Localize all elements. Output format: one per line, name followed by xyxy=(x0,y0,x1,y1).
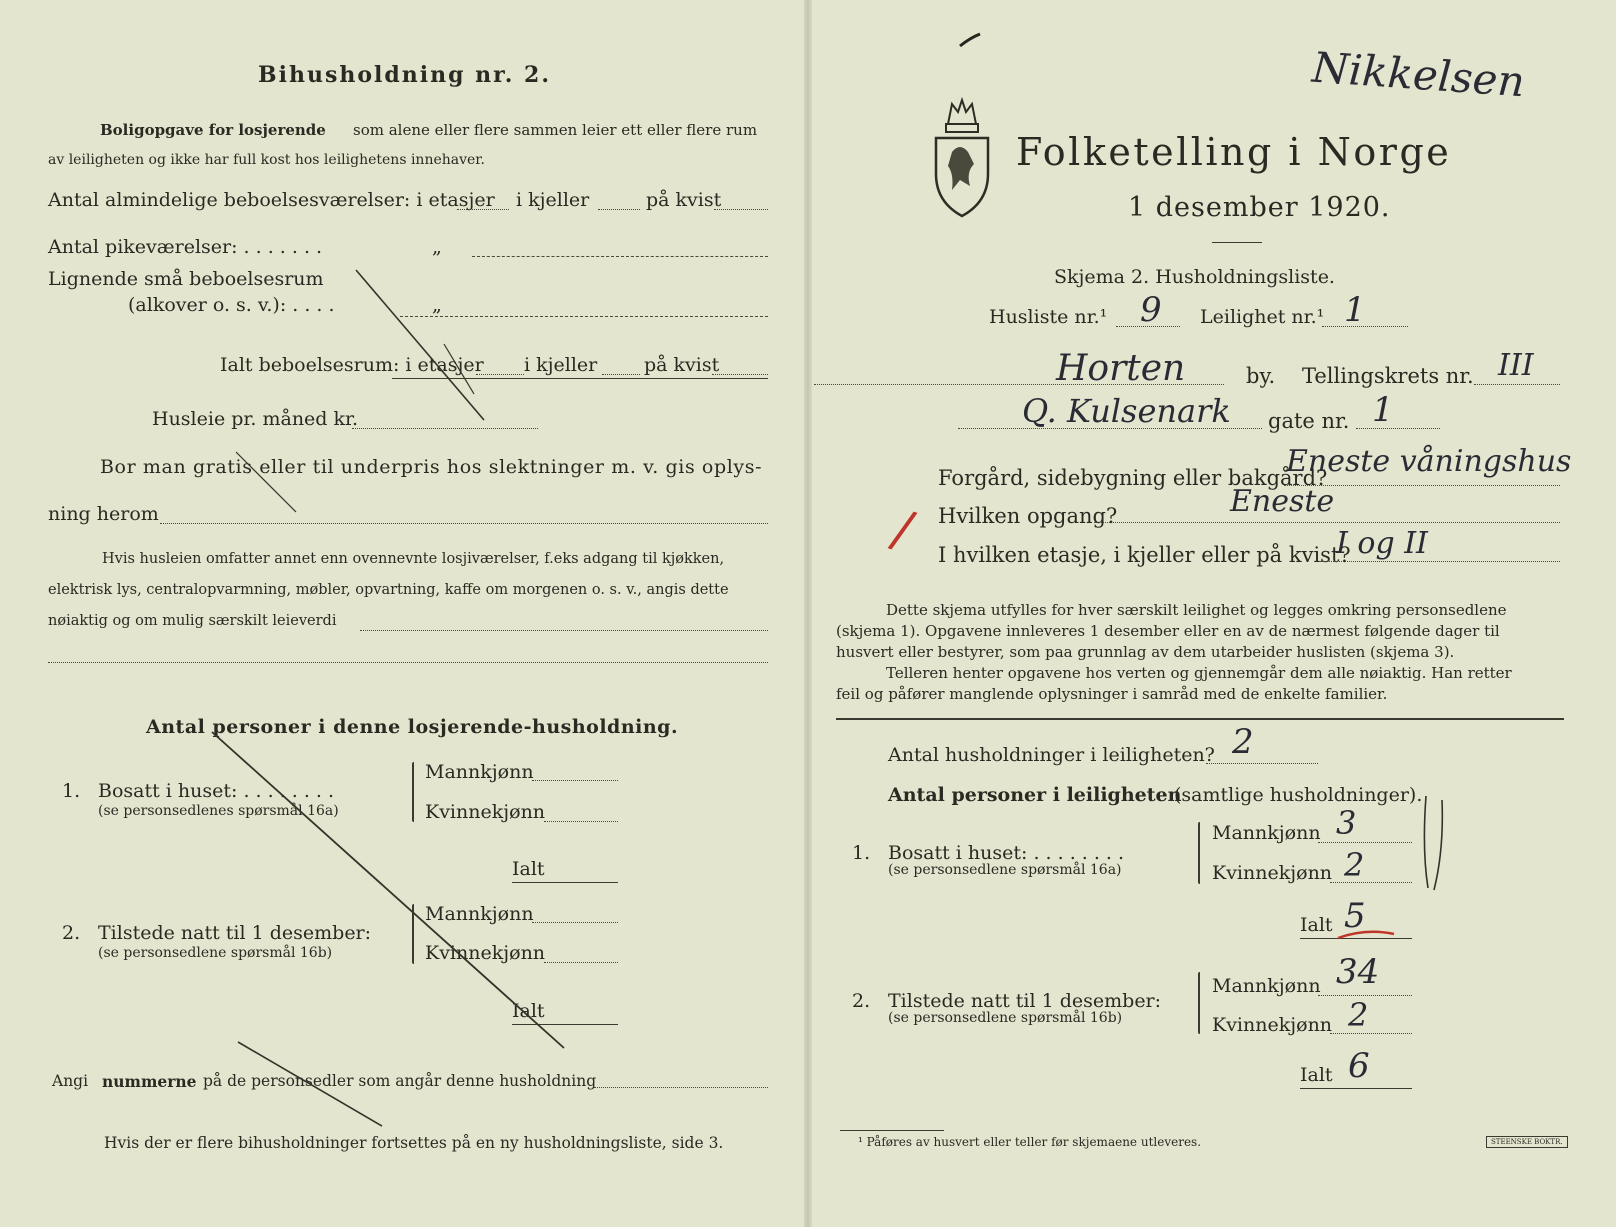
red-pencil-mark: / xyxy=(885,498,921,562)
gate-value: 1 xyxy=(1372,390,1394,430)
gate-label: gate nr. xyxy=(1268,409,1350,433)
ink-blot-mark xyxy=(956,30,986,50)
krets-value: III xyxy=(1498,348,1534,383)
info-line-4: Telleren henter opgavene hos verten og gjennemgår dem alle nøiaktig. Han retter xyxy=(886,664,1512,682)
opgang-value: Eneste xyxy=(1230,484,1335,519)
rent-label: Husleie pr. måned kr. xyxy=(152,408,359,430)
total-rooms-label: Ialt beboelsesrum: i etasjer xyxy=(220,354,484,376)
footnote: ¹ Påføres av husvert eller teller før skjemaene utleveres. xyxy=(858,1135,1202,1149)
bihusholdning-heading: Bihusholdning nr. 2. xyxy=(258,62,551,88)
right-q2-brace xyxy=(1198,972,1200,1034)
left-q2-num: 2. xyxy=(62,922,81,944)
right-q1-num: 1. xyxy=(852,842,871,864)
right-q1-mann-field xyxy=(1318,842,1412,843)
right-q1-sub: (se personsedlene spørsmål 16a) xyxy=(888,862,1122,878)
note-line-2: elektrisk lys, centralopvarmning, møbler, opvartning, kaffe om morgenen o. s. v., angis dette xyxy=(48,582,729,598)
strike-mark-numbers xyxy=(238,1042,382,1126)
right-q2-ialt-value: 6 xyxy=(1348,1046,1370,1086)
etasje-field xyxy=(1320,561,1560,562)
left-footer: Hvis der er flere bihusholdninger fortsettes på en ny husholdningsliste, side 3. xyxy=(104,1134,724,1152)
gate-field xyxy=(1356,428,1440,429)
husliste-label: Husliste nr.¹ xyxy=(989,306,1108,328)
left-q1-sub: (se personsedlenes spørsmål 16a) xyxy=(98,803,339,819)
opgang-label: Hvilken opgang? xyxy=(938,504,1118,528)
left-q2-label: Tilstede natt til 1 desember: xyxy=(98,922,372,944)
schema-label: Skjema 2. Husholdningsliste. xyxy=(1054,266,1335,288)
form-date: 1 desember 1920. xyxy=(1128,192,1391,223)
intro-rest: som alene eller flere sammen leier ett eller flere rum xyxy=(353,121,758,139)
similar-label-2: (alkover o. s. v.): . . . . xyxy=(128,294,335,316)
etasje-label: I hvilken etasje, i kjeller eller på kvist? xyxy=(938,543,1351,567)
red-underline-mark xyxy=(1336,926,1396,942)
left-q1-kvinne-label: Kvinnekjønn xyxy=(425,801,546,823)
husliste-value: 9 xyxy=(1140,290,1162,330)
numbers-pre: Angi xyxy=(52,1072,89,1090)
right-q1-mann-value: 3 xyxy=(1336,804,1357,842)
right-q1-kvinne-value: 2 xyxy=(1344,846,1365,884)
form-title: Folketelling i Norge xyxy=(1016,130,1452,174)
margin-name-handwritten: Nikkelsen xyxy=(1310,42,1527,107)
strike-mark-free xyxy=(236,452,296,512)
right-q2-ialt-label: Ialt xyxy=(1300,1064,1333,1086)
hush-label: Antal husholdninger i leiligheten? xyxy=(888,744,1215,766)
info-line-1: Dette skjema utfylles for hver særskilt leilighet og legges omkring personsedlene xyxy=(886,601,1507,619)
krets-field xyxy=(1474,384,1560,385)
norway-coat-of-arms-icon xyxy=(930,94,994,220)
left-q2-mann-label: Mannkjønn xyxy=(425,903,534,925)
right-q2-kvinne-label: Kvinnekjønn xyxy=(1212,1014,1333,1036)
hush-value: 2 xyxy=(1232,722,1254,762)
free-line-1: Bor man gratis eller til underpris hos slektninger m. v. gis oplys- xyxy=(100,456,763,478)
forgard-value: Eneste våningshus xyxy=(1286,444,1572,479)
numbers-post: på de personsedler som angår denne husholdning xyxy=(203,1072,597,1090)
left-q1-ialt-label: Ialt xyxy=(512,858,545,880)
strike-mark-persons xyxy=(212,732,564,1048)
krets-label: Tellingskrets nr. xyxy=(1302,364,1474,388)
intro-line2: av leiligheten og ikke har full kost hos leilighetens innehaver. xyxy=(48,152,485,168)
right-q1-brace xyxy=(1198,822,1200,884)
right-persons-heading-bold: Antal personer i leiligheten xyxy=(888,784,1182,806)
left-q1-mann-label: Mannkjønn xyxy=(425,761,534,783)
strike-mark-rooms xyxy=(356,270,484,420)
pike-label: Antal pikeværelser: . . . . . . . xyxy=(48,236,323,258)
right-q2-label: Tilstede natt til 1 desember: xyxy=(888,990,1162,1012)
similar-label-1: Lignende små beboelsesrum xyxy=(48,268,324,290)
left-persons-heading: Antal personer i denne losjerende-husholdning. xyxy=(146,716,679,738)
etasje-value: I og II xyxy=(1336,526,1428,561)
rooms-kvist-label: på kvist xyxy=(646,189,722,211)
right-q2-ialt-rule xyxy=(1300,1088,1412,1089)
note-line-3: nøiaktig og om mulig særskilt leieverdi xyxy=(48,613,337,629)
hush-field xyxy=(1206,763,1318,764)
left-q1-num: 1. xyxy=(62,780,81,802)
city-value: Horten xyxy=(1056,348,1186,389)
info-rule xyxy=(836,718,1564,720)
left-q2-ialt-label: Ialt xyxy=(512,1000,545,1022)
printer-stamp: STEENSKE BOKTR. xyxy=(1486,1136,1568,1148)
info-line-5: feil og påfører manglende oplysninger i samråd med de enkelte familier. xyxy=(836,685,1388,703)
right-q1-ialt-label: Ialt xyxy=(1300,914,1333,936)
forgard-label: Forgård, sidebygning eller bakgård? xyxy=(938,466,1328,490)
left-q1-label: Bosatt i huset: . . . . . . . . xyxy=(98,780,335,802)
left-q2-sub: (se personsedlene spørsmål 16b) xyxy=(98,945,333,961)
right-q2-kvinne-value: 2 xyxy=(1348,996,1369,1034)
right-persons-heading-rest: (samtlige husholdninger). xyxy=(1174,784,1423,806)
right-page xyxy=(808,0,1616,1227)
title-divider xyxy=(1212,242,1262,243)
similar-ditto: „ xyxy=(432,294,442,316)
free-line-2: ning herom xyxy=(48,503,159,525)
strike-mark-total xyxy=(444,344,474,394)
total-kvist-label: på kvist xyxy=(644,354,720,376)
info-line-3: husvert eller bestyrer, som paa grunnlag av dem utarbeider huslisten (skjema 3). xyxy=(836,643,1455,661)
total-kjeller-label: i kjeller xyxy=(524,354,598,376)
rooms-kjeller-label: i kjeller xyxy=(516,189,590,211)
numbers-bold: nummerne xyxy=(102,1072,197,1091)
leilighet-value: 1 xyxy=(1344,290,1366,330)
rooms-label: Antal almindelige beboelsesværelser: i etasjer xyxy=(48,189,495,211)
info-line-2: (skjema 1). Opgavene innleveres 1 desember eller en av de nærmest følgende dager til xyxy=(836,622,1500,640)
right-q2-num: 2. xyxy=(852,990,871,1012)
note-line-1: Hvis husleien omfatter annet enn ovennevnte losjiværelser, f.eks adgang til kjøkken, xyxy=(102,551,725,567)
right-q2-sub: (se personsedlene spørsmål 16b) xyxy=(888,1010,1123,1026)
right-q2-mann-value: 34 xyxy=(1336,952,1380,992)
intro-bold: Boligopgave for losjerende xyxy=(100,121,326,139)
right-q1-label: Bosatt i huset: . . . . . . . . xyxy=(888,842,1125,864)
right-q1-kvinne-field xyxy=(1330,882,1412,883)
left-q2-kvinne-label: Kvinnekjønn xyxy=(425,942,546,964)
right-q1-ialt-value: 5 xyxy=(1344,896,1366,936)
pencil-bracket-mark xyxy=(1408,790,1448,900)
right-q1-kvinne-label: Kvinnekjønn xyxy=(1212,862,1333,884)
opgang-field xyxy=(1094,522,1560,523)
right-q1-mann-label: Mannkjønn xyxy=(1212,822,1321,844)
street-value: Q. Kulsenark xyxy=(1022,392,1231,430)
leilighet-label: Leilighet nr.¹ xyxy=(1200,306,1325,328)
right-q2-mann-label: Mannkjønn xyxy=(1212,975,1321,997)
footnote-rule xyxy=(840,1130,944,1131)
by-label: by. xyxy=(1246,364,1276,388)
right-q2-kvinne-field xyxy=(1330,1033,1412,1034)
pike-ditto: „ xyxy=(432,236,442,258)
